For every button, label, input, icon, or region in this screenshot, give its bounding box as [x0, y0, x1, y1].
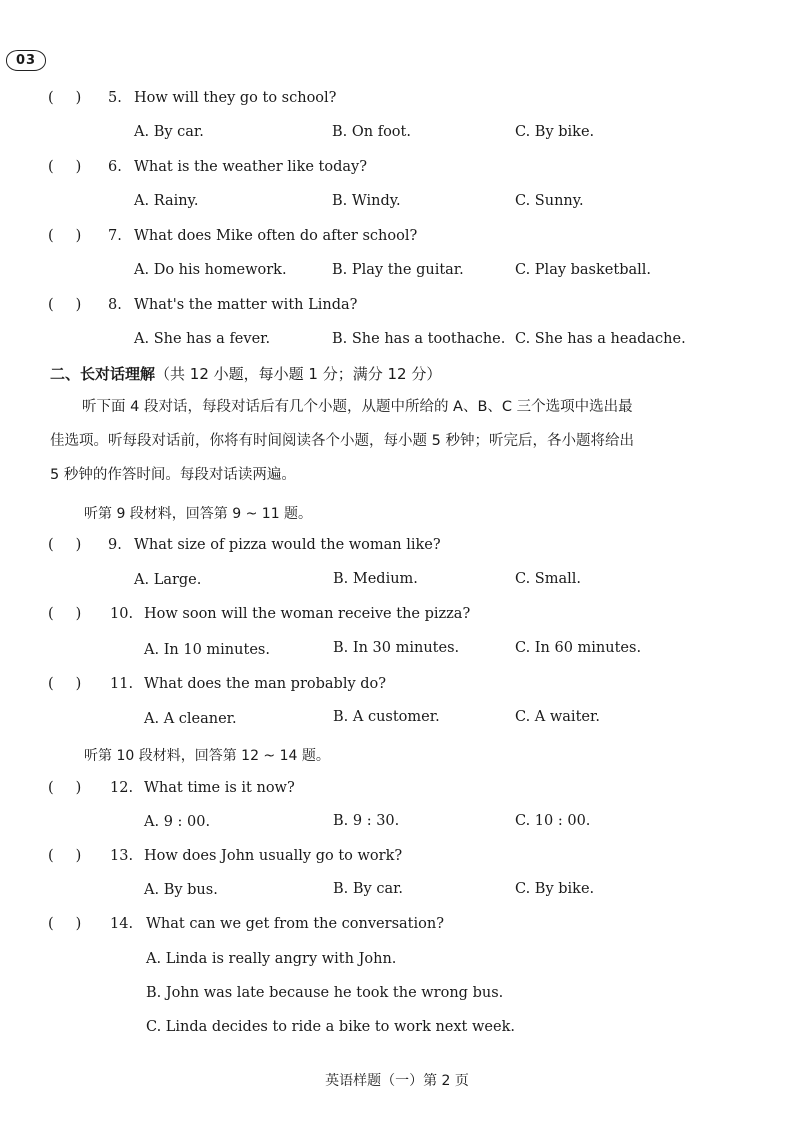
answer-blank[interactable]: ( ) — [48, 297, 82, 313]
section-instructions: 听下面 4 段对话，每段对话后有几个小题，从题中所给的 A、B、C 三个选项中选出最 — [82, 399, 633, 415]
question-text: What's the matter with Linda? — [134, 297, 358, 313]
section-instructions-3: 5 秒钟的作答时间。每段对话读两遍。 — [50, 467, 296, 483]
option-c: C. By bike. — [515, 881, 595, 897]
question-text: How soon will the woman receive the pizza? — [144, 606, 471, 622]
question-number: 13. — [110, 848, 134, 864]
question-number: 14. — [110, 916, 134, 932]
question-text: What size of pizza would the woman like? — [134, 537, 441, 553]
option-c: C. Small. — [515, 571, 582, 587]
section-instructions-2: 佳选项。听每段对话前，你将有时间阅读各个小题，每小题 5 秒钟；听完后，各小题将给出 — [50, 433, 634, 449]
option-a: A. She has a fever. — [134, 331, 271, 347]
question-text: What time is it now? — [144, 780, 295, 796]
page-badge: 03 — [6, 50, 46, 71]
option-c: C. A waiter. — [515, 709, 600, 725]
option-b: B. She has a toothache. — [332, 331, 506, 347]
option-b: B. John was late because he took the wrong bus. — [146, 985, 504, 1001]
answer-blank[interactable]: ( ) — [48, 90, 82, 106]
question-text: What can we get from the conversation? — [146, 916, 444, 932]
question-text: What does the man probably do? — [144, 676, 387, 692]
question-text: What is the weather like today? — [134, 159, 367, 175]
option-a: A. By bus. — [144, 882, 218, 898]
option-c: C. Sunny. — [515, 193, 584, 209]
answer-blank[interactable]: ( ) — [48, 159, 82, 175]
question-text: How will they go to school? — [134, 90, 337, 106]
option-a: A. A cleaner. — [144, 711, 237, 727]
material-heading-9: 听第 9 段材料，回答第 9 ~ 11 题。 — [84, 506, 313, 522]
option-b: B. In 30 minutes. — [333, 640, 460, 656]
answer-blank[interactable]: ( ) — [48, 916, 82, 932]
option-a: A. In 10 minutes. — [144, 642, 270, 658]
answer-blank[interactable]: ( ) — [48, 537, 82, 553]
option-a: A. 9 : 00. — [144, 814, 211, 830]
question-number: 12. — [110, 780, 134, 796]
option-a: A. Large. — [134, 572, 202, 588]
option-b: B. Windy. — [332, 193, 401, 209]
answer-blank[interactable]: ( ) — [48, 780, 82, 796]
option-b: B. By car. — [333, 881, 404, 897]
question-number: 10. — [110, 606, 134, 622]
option-b: B. Play the guitar. — [332, 262, 464, 278]
page-footer: 英语样题（一）第 2 页 — [325, 1073, 469, 1089]
option-c: C. Linda decides to ride a bike to work next week. — [146, 1019, 515, 1035]
option-a: A. Do his homework. — [134, 262, 287, 278]
option-c: C. She has a headache. — [515, 331, 686, 347]
answer-blank[interactable]: ( ) — [48, 228, 82, 244]
question-number: 11. — [110, 676, 134, 692]
question-number: 6. — [108, 159, 122, 175]
question-number: 9. — [108, 537, 122, 553]
section-title: 二、长对话理解（共 12 小题，每小题 1 分；满分 12 分） — [50, 365, 442, 383]
material-heading-10: 听第 10 段材料，回答第 12 ~ 14 题。 — [84, 748, 330, 764]
option-b: B. On foot. — [332, 124, 411, 140]
answer-blank[interactable]: ( ) — [48, 848, 82, 864]
option-c: C. By bike. — [515, 124, 595, 140]
option-b: B. A customer. — [333, 709, 440, 725]
option-a: A. Linda is really angry with John. — [146, 951, 397, 967]
option-a: A. Rainy. — [134, 193, 199, 209]
answer-blank[interactable]: ( ) — [48, 606, 82, 622]
answer-blank[interactable]: ( ) — [48, 676, 82, 692]
question-text: How does John usually go to work? — [144, 848, 403, 864]
option-b: B. 9 : 30. — [333, 813, 400, 829]
option-b: B. Medium. — [333, 571, 418, 587]
question-number: 5. — [108, 90, 122, 106]
option-c: C. Play basketball. — [515, 262, 652, 278]
option-a: A. By car. — [134, 124, 204, 140]
option-c: C. In 60 minutes. — [515, 640, 642, 656]
question-number: 8. — [108, 297, 122, 313]
option-c: C. 10 : 00. — [515, 813, 591, 829]
question-number: 7. — [108, 228, 122, 244]
question-text: What does Mike often do after school? — [134, 228, 418, 244]
